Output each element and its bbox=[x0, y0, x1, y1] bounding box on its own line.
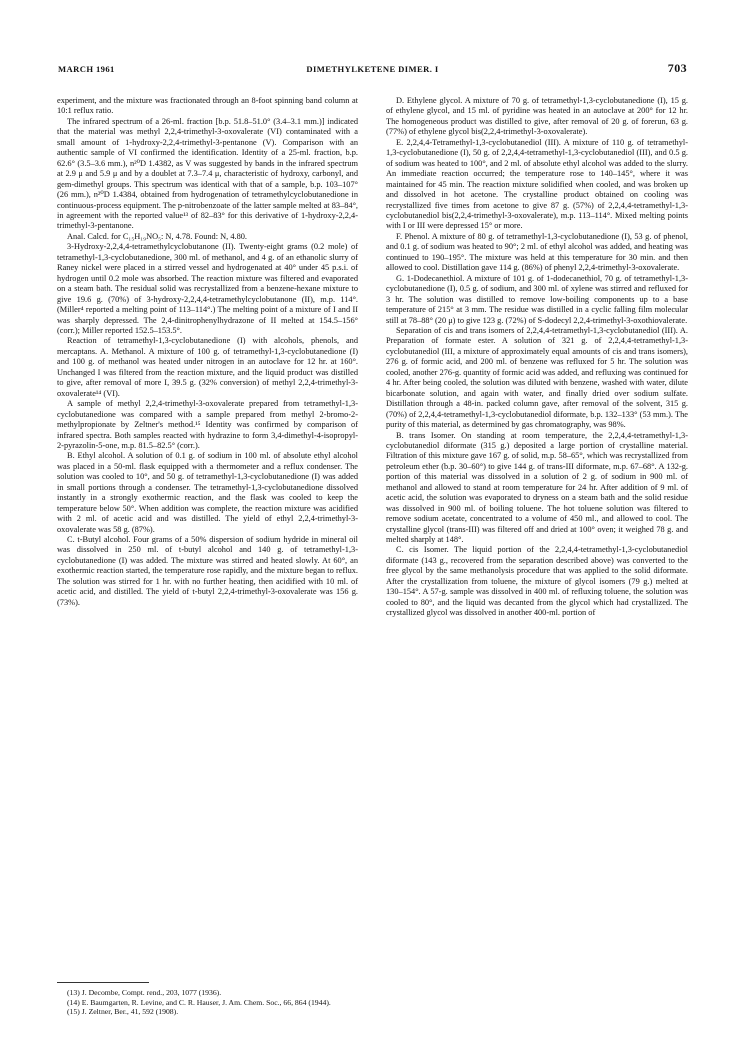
issue-date: MARCH 1961 bbox=[58, 64, 115, 74]
paragraph: E. 2,2,4,4-Tetramethyl-1,3-cyclobutanediol (III). A mixture of 110 g. of tetramethyl-1,3-cyclobutanedione (I), 50 g. of 2,2,4,4-tetramethyl-1,3-cyclobutanediol (III), and 0.5 g. of sodium was heated to 100°, and 2 ml. of absolute ethyl alcohol was added to the slurry. An immediate reaction occurred; the temperature rose to 140–145°, where it was maintained for 45 min. The reaction mixture solidified when cooled, and was broken up and dissolved in hot acetone. The crystalline product obtained on cooling was recrystallized five times from acetone to give 87 g. (57%) of 2,2,4,4-tetramethyl-1,3-cyclobutanediol bis(2,2,4-trimethyl-3-oxovalerate), m.p. 113–114°. Mixed melting points with I or III were depressed 15° or more. bbox=[386, 137, 688, 231]
left-column bbox=[57, 96, 358, 608]
paragraph: B. trans Isomer. On standing at room temperature, the 2,2,4,4-tetramethyl-1,3-cyclobutanediol diformate (315 g.) deposited a large portion of crystalline material. Filtration of this mixture gave 167 g. of solid, m.p. 58–65°, which was recrystallized from petroleum ether (b.p. 30–60°) to give 144 g. of trans-III diformate, m.p. 67–68°. A 132-g. portion of this material was dissolved in a solution of 2 g. of sodium in 900 ml. of methanol and allowed to stand at room temperature for 24 hr. After addition of 9 ml. of acetic acid, the solution was evaporated to dryness on a steam bath and the solid residue was dissolved in 900 ml. of boiling toluene. The hot toluene solution was filtered to remove sodium acetate, concentrated to a volume of 450 ml., and allowed to cool. The crystalline glycol (trans-III) was filtered off and dried at 100° oven; it weighed 78 g. and melted sharply at 148°. bbox=[386, 430, 688, 545]
paragraph: The infrared spectrum of a 26-ml. fraction [b.p. 51.8–51.0° (3.4–3.1 mm.)] indicated that the material was methyl 2,2,4-trimethyl-3-oxovalerate (VI) contaminated with a small amount of 1-hydroxy-2,2,4-trimethyl-3-pentanone (V). Comparison with an authentic sample of VI confirmed the identification. Identity of a 25-ml. fraction, b.p. 62.6° (3.5–3.6 mm.), n²⁰D 1.4382, as V was suggested by bands in the infrared spectrum at 2.9 μ and 5.9 μ and by a doublet at 7.3–7.4 μ, characteristic of hydroxy, carbonyl, and gem-dimethyl groups. This spectrum was identical with that of a sample, b.p. 103–107° (26 mm.), n²⁰D 1.4384, obtained from hydrogenation of tetramethylcyclobutanedione in continuous-process equipment. The p-nitrobenzoate of the latter sample melted at 83–84°, in agreement with the reported value¹³ of 82–83° for this derivative of 1-hydroxy-2,2,4-trimethyl-3-pentanone. bbox=[57, 116, 358, 231]
footnotes bbox=[57, 982, 358, 1017]
paragraph: C. t-Butyl alcohol. Four grams of a 50% dispersion of sodium hydride in mineral oil was dissolved in 250 ml. of t-butyl alcohol and 140 g. of tetramethyl-1,3-cyclobutanedione (I) was added. The mixture was stirred and heated slowly. At 60°, an exothermic reaction started, the temperature rose rapidly, and the mixture began to reflux. The solution was stirred for 1 hr. with no further heating, then acidified with 10 ml. of acetic acid, and distilled. The yield of t-butyl 2,2,4-trimethyl-3-oxovalerate was 156 g. (73%). bbox=[57, 535, 358, 607]
footnote: (13) J. Decombe, Compt. rend., 203, 1077 (1936). bbox=[67, 988, 222, 997]
paragraph: experiment, and the mixture was fractionated through an 8-foot spinning band column at 10:1 reflux ratio. bbox=[57, 96, 358, 116]
paragraph: B. Ethyl alcohol. A solution of 0.1 g. of sodium in 100 ml. of absolute ethyl alcohol was placed in a 50-ml. flask equipped with a thermometer and a reflux condenser. The solution was cooled to 10°, and 50 g. of tetramethyl-1,3-cyclobutanedione (I) was added in small portions through a condenser. The tetramethyl-1,3-cyclobutanedione dissolved instantly in a strongly exothermic reaction, and the flask was cooled to keep the temperature below 50°. When addition was complete, the reaction mixture was acidified with 2 ml. of acetic acid and was distilled. The yield of ethyl 2,2,4-trimethyl-3-oxovalerate was 58 g. (87%). bbox=[57, 451, 358, 534]
footnote: (15) J. Zeltner, Ber., 41, 592 (1908). bbox=[67, 1007, 179, 1017]
footnote: (14) E. Baumgarten, R. Levine, and C. R. Hauser, J. Am. Chem. Soc., 66, 864 (1944). bbox=[67, 997, 331, 1007]
footnote-rule bbox=[57, 982, 149, 983]
running-header bbox=[58, 61, 687, 78]
running-title: DIMETHYLKETENE DIMER. I bbox=[306, 64, 439, 74]
paragraph: Anal. Calcd. for C₁₅H₁₉NO₅: N, 4.78. Found: N, 4.80. bbox=[67, 231, 248, 241]
paragraph: C. cis Isomer. The liquid portion of the 2,2,4,4-tetramethyl-1,3-cyclobutanediol diformate (143 g., recovered from the separation described above) was converted to the free glycol by the same methanolysis procedure that was applied to the solid diformate. After the crystallization from toluene, the mixture of glycol isomers (79 g.) melted at 130–154°. A 57-g. sample was dissolved in 400 ml. of refluxing toluene, the solution was cooled to 80°, and the liquid was decanted from the glycol which had crystallized. The crystallized glycol was dissolved in another 400-ml. portion of bbox=[386, 545, 688, 618]
right-column bbox=[386, 96, 688, 619]
page-number: 703 bbox=[667, 61, 687, 75]
paragraph: 3-Hydroxy-2,2,4,4-tetramethylcyclobutanone (II). Twenty-eight grams (0.2 mole) of tetramethyl-1,3-cyclobutanedione, 300 ml. of methanol, and 4 g. of an ethanolic slurry of Raney nickel were placed in a stirred vessel and hydrogenated at 40° under 45 p.s.i. of hydrogen until 0.2 mole was absorbed. The reaction mixture was filtered and evaporated on a steam bath. The residual solid was recrystallized from a benzene-hexane mixture to give 19.6 g. (70%) of 3-hydroxy-2,2,4,4-tetramethylcyclobutanone (II), m.p. 114°. (Miller⁴ reported a melting point of 113–114°.) The melting point of a mixture of I and II was sharply depressed. The 2,4-dinitrophenylhydrazone of II melted at 154.5–156° (corr.); Miller reported 152.5–153.5°. bbox=[57, 242, 358, 335]
paragraph: D. Ethylene glycol. A mixture of 70 g. of tetramethyl-1,3-cyclobutanedione (I), 15 g. of ethylene glycol, and 15 ml. of pyridine was heated in an autoclave at 200° for 12 hr. The homogeneous product was distilled to give, after removal of 20 g. of forerun, 63 g. (77%) of ethylene glycol bis(2,2,4-trimethyl-3-oxovalerate). bbox=[386, 96, 688, 137]
paragraph: Reaction of tetramethyl-1,3-cyclobutanedione (I) with alcohols, phenols, and mercaptans. A. Methanol. A mixture of 100 g. of tetramethyl-1,3-cyclobutanedione (I) and 100 g. of methanol was heated under nitrogen in an autoclave for 12 hr. at 160°. Unchanged I was filtered from the reaction mixture, and the liquid product was distilled to give, after removal of more I, 39.5 g. (32% conversion) of methyl 2,2,4-trimethyl-3-oxovalerate¹⁴ (VI). bbox=[57, 336, 358, 398]
paragraph: A sample of methyl 2,2,4-trimethyl-3-oxovalerate prepared from tetramethyl-1,3-cyclobutanedione was compared with a sample prepared from methyl 2-bromo-2-methylpropionate by Zeltner's method.¹⁵ Identity was confirmed by comparison of infrared spectra. Both samples reacted with hydrazine to form 3,4-dimethyl-4-isopropyl-2-pyrazolin-5-one, m.p. 81.5–82.5° (corr.). bbox=[57, 399, 358, 450]
paragraph: F. Phenol. A mixture of 80 g. of tetramethyl-1,3-cyclobutanedione (I), 53 g. of phenol, and 0.1 g. of sodium was heated to 90°; 2 ml. of ethyl alcohol was added, and heating was continued to 190–195°. The mixture was held at this temperature for 30 min. and then allowed to cool. Distillation gave 114 g. (86%) of phenyl 2,2,4-trimethyl-3-oxovalerate. bbox=[386, 231, 688, 273]
paragraph: G. 1-Dodecanethiol. A mixture of 101 g. of 1-dodecanethiol, 70 g. of tetramethyl-1,3-cyclobutanedione (I), 0.5 g. of sodium, and 300 ml. of xylene was stirred and refluxed for 3 hr. The solution was distilled to remove low-boiling components up to a base temperature of 215° at 3 mm. The residue was distilled in a cyclic falling film molecular still at 78–88° (20 μ) to give 123 g. (72%) of S-dodecyl 2,2,4-trimethyl-3-oxothiovalerate. bbox=[386, 273, 688, 325]
paragraph: Separation of cis and trans isomers of 2,2,4,4-tetramethyl-1,3-cyclobutanediol (III). A. Preparation of formate ester. A solution of 321 g. of 2,2,4,4-tetramethyl-1,3-cyclobutanediol (III, a mixture of approximately equal amounts of cis and trans isomers), 276 g. of formic acid, and 200 ml. of benzene was refluxed for 5 hr. The solution was cooled, another 276-g. quantity of formic acid was added, and refluxing was continued for 4 hr. After being cooled, the solution was diluted with benzene, washed with water, dilute bicarbonate solution, and again with water, and finally dried over sodium sulfate. Distillation through a 48-in. packed column gave, after removal of the solvent, 315 g. (70%) of 2,2,4,4-tetramethyl-1,3-cyclobutanediol diformate, b.p. 132–133° (53 mm.). The purity of this material, as determined by gas chromatography, was 98%. bbox=[386, 325, 688, 430]
